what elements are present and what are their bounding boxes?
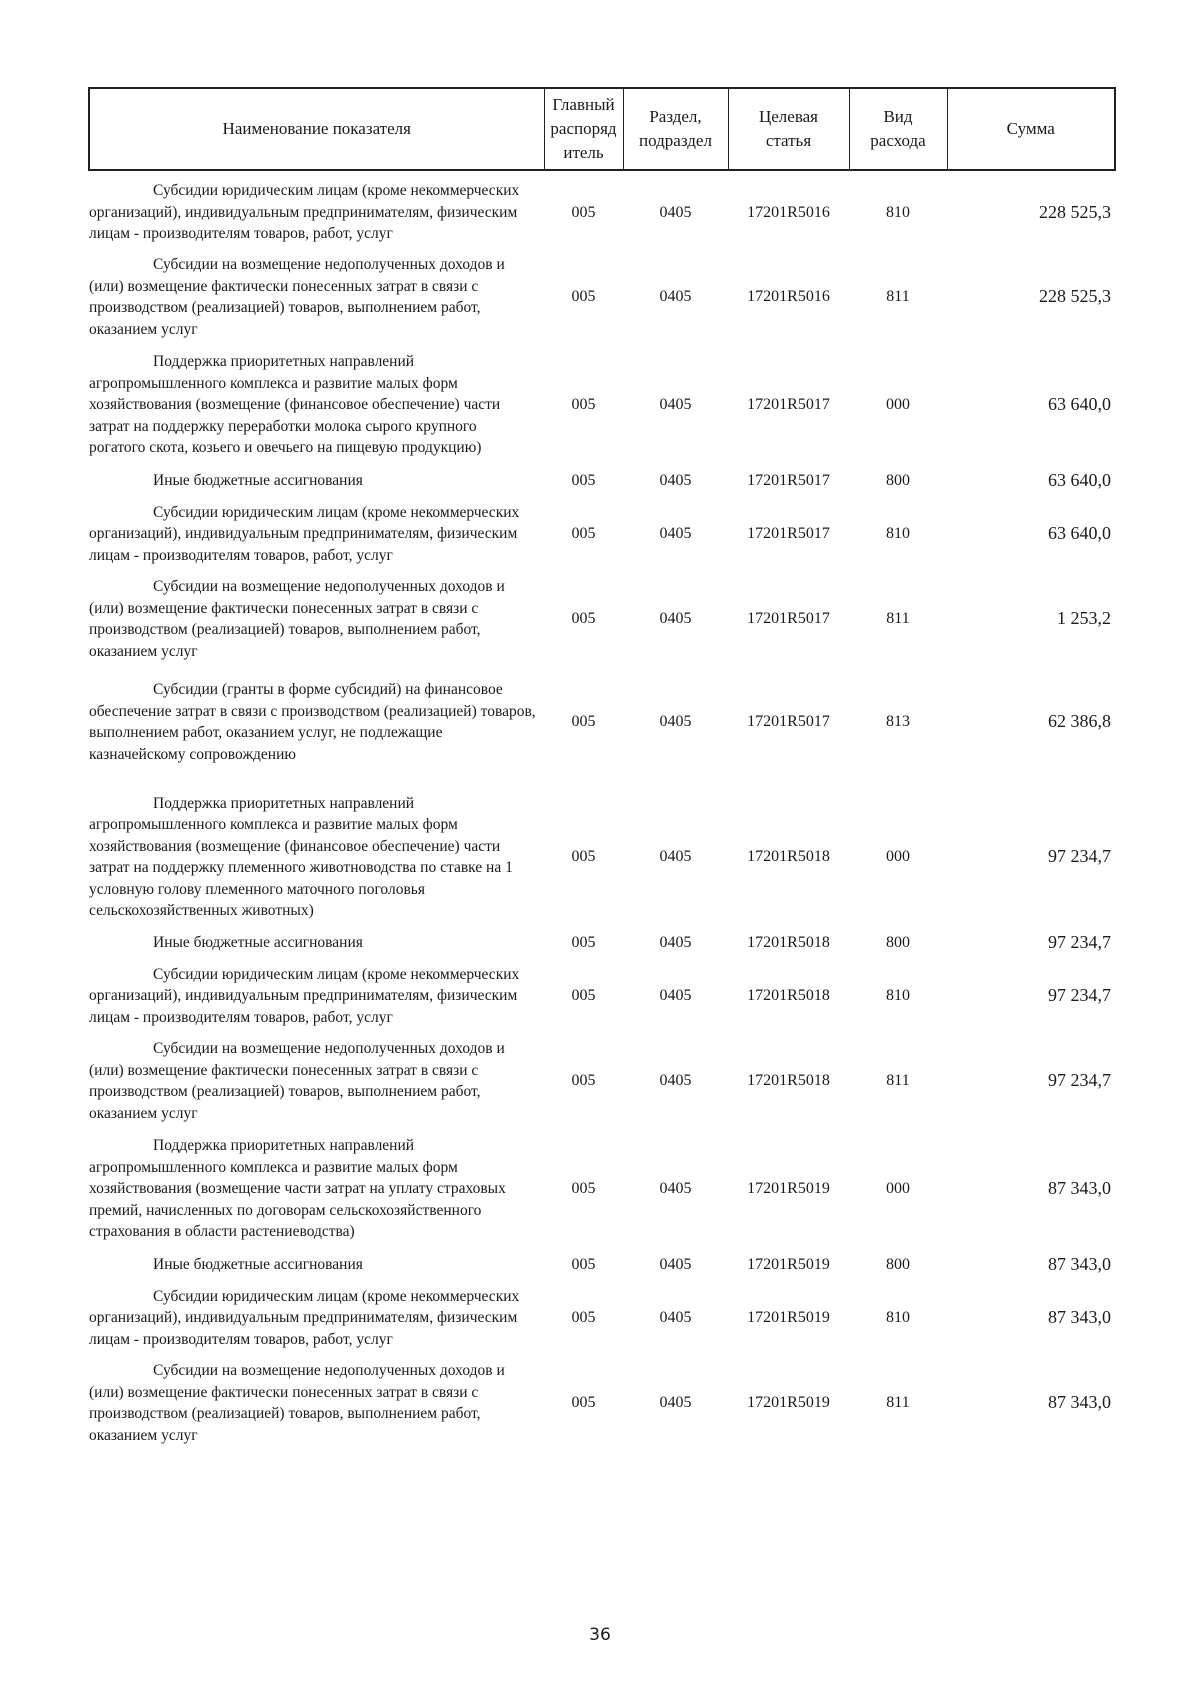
cell-summa: 228 525,3 bbox=[1039, 201, 1111, 222]
table-body bbox=[89, 170, 1115, 1446]
table-header bbox=[89, 88, 1115, 170]
cell-celevaya: 17201R5016 bbox=[747, 203, 830, 221]
header-glavny-line2: распоряд bbox=[550, 119, 617, 138]
table-row bbox=[89, 1038, 1115, 1124]
header-celevaya-line2: статья bbox=[765, 131, 812, 150]
row-name-text: Иные бюджетные ассигнования bbox=[153, 472, 363, 490]
cell-summa: 63 640,0 bbox=[1048, 470, 1111, 491]
cell-vid: 000 bbox=[886, 396, 910, 414]
cell-glavny: 005 bbox=[571, 987, 596, 1005]
cell-summa: 63 640,0 bbox=[1048, 394, 1111, 415]
table-row bbox=[89, 170, 1115, 254]
cell-celevaya: 17201R5018 bbox=[747, 1072, 830, 1090]
cell-glavny: 005 bbox=[571, 1309, 596, 1327]
cell-name bbox=[89, 954, 544, 1038]
cell-vid: 800 bbox=[886, 472, 910, 490]
row-name-text: Субсидии на возмещение недополученных доходов и (или) возмещение фактически понесенных затрат в связи с производством (реализацией) товаров, выполнением работ, оказанием услуг bbox=[89, 1362, 505, 1444]
cell-celevaya: 17201R5019 bbox=[747, 1394, 830, 1412]
header-summa: Сумма bbox=[947, 88, 1115, 170]
cell-summa: 1 253,2 bbox=[1057, 608, 1111, 629]
table-row bbox=[89, 662, 1115, 782]
cell-vid: 811 bbox=[886, 610, 910, 628]
cell-celevaya: 17201R5018 bbox=[747, 987, 830, 1005]
table-row bbox=[89, 470, 1115, 492]
cell-razdel: 0405 bbox=[659, 1256, 692, 1274]
table-row bbox=[89, 1360, 1115, 1446]
cell-name bbox=[89, 932, 544, 954]
cell-vid: 810 bbox=[886, 525, 910, 543]
row-name-text: Поддержка приоритетных направлений агропромышленного комплекса и развитие малых форм хозяйствования (возмещение (финансовое обеспечение) части затрат на поддержку переработки молока сырого крупного рогатого скота, козьего и овечьего на пищевую продукцию) bbox=[89, 353, 501, 457]
cell-glavny: 005 bbox=[571, 396, 596, 414]
cell-celevaya: 17201R5019 bbox=[747, 1256, 830, 1274]
cell-celevaya: 17201R5017 bbox=[747, 472, 830, 490]
cell-name bbox=[89, 340, 544, 470]
cell-name bbox=[89, 492, 544, 576]
cell-vid: 811 bbox=[886, 288, 910, 306]
cell-name bbox=[89, 170, 544, 254]
cell-razdel: 0405 bbox=[659, 1309, 692, 1327]
cell-vid: 800 bbox=[886, 1256, 910, 1274]
budget-table bbox=[88, 87, 1116, 1446]
cell-vid: 810 bbox=[886, 1309, 910, 1327]
row-name-text: Поддержка приоритетных направлений агропромышленного комплекса и развитие малых форм хозяйствования (возмещение части затрат на уплату страховых премий, начисленных по договорам сельскохозяйственного страхования в области растениеводства) bbox=[89, 1137, 506, 1241]
header-glavny bbox=[544, 88, 623, 170]
cell-celevaya: 17201R5017 bbox=[747, 525, 830, 543]
cell-summa: 97 234,7 bbox=[1048, 1070, 1111, 1091]
cell-razdel: 0405 bbox=[659, 848, 692, 866]
cell-razdel: 0405 bbox=[659, 1072, 692, 1090]
cell-name bbox=[89, 1124, 544, 1254]
cell-razdel: 0405 bbox=[659, 987, 692, 1005]
table-row bbox=[89, 576, 1115, 662]
cell-razdel: 0405 bbox=[659, 1180, 692, 1198]
cell-celevaya: 17201R5017 bbox=[747, 610, 830, 628]
cell-summa: 87 343,0 bbox=[1048, 1307, 1111, 1328]
cell-celevaya: 17201R5016 bbox=[747, 288, 830, 306]
cell-summa: 97 234,7 bbox=[1048, 846, 1111, 867]
cell-razdel: 0405 bbox=[659, 610, 692, 628]
table-row bbox=[89, 492, 1115, 576]
cell-razdel: 0405 bbox=[659, 203, 692, 221]
header-glavny-line1: Главный bbox=[552, 95, 615, 114]
cell-vid: 813 bbox=[886, 713, 910, 731]
row-name-text: Поддержка приоритетных направлений агропромышленного комплекса и развитие малых форм хозяйствования (возмещение (финансовое обеспечение) части затрат на поддержку племенного животноводства по ставке на 1 условную голову племенного маточного поголовья сельскохозяйственных животных) bbox=[89, 794, 513, 919]
table-row bbox=[89, 254, 1115, 340]
cell-summa: 87 343,0 bbox=[1048, 1392, 1111, 1413]
cell-celevaya: 17201R5017 bbox=[747, 713, 830, 731]
header-razdel-line1: Раздел, bbox=[649, 107, 702, 126]
cell-celevaya: 17201R5018 bbox=[747, 934, 830, 952]
cell-vid: 810 bbox=[886, 987, 910, 1005]
table-row bbox=[89, 782, 1115, 932]
cell-glavny: 005 bbox=[571, 610, 596, 628]
cell-glavny: 005 bbox=[571, 713, 596, 731]
header-vid bbox=[849, 88, 947, 170]
cell-summa: 62 386,8 bbox=[1048, 711, 1111, 732]
cell-name bbox=[89, 470, 544, 492]
cell-vid: 811 bbox=[886, 1394, 910, 1412]
table-row bbox=[89, 340, 1115, 470]
row-name-text: Субсидии юридическим лицам (кроме некоммерческих организаций), индивидуальным предпринимателям, физическим лицам - производителям товаров, работ, услуг bbox=[89, 503, 520, 564]
cell-glavny: 005 bbox=[571, 1256, 596, 1274]
cell-razdel: 0405 bbox=[659, 472, 692, 490]
cell-glavny: 005 bbox=[571, 1072, 596, 1090]
cell-glavny: 005 bbox=[571, 848, 596, 866]
row-name-text: Субсидии на возмещение недополученных доходов и (или) возмещение фактически понесенных затрат в связи с производством (реализацией) товаров, выполнением работ, оказанием услуг bbox=[89, 256, 505, 338]
cell-celevaya: 17201R5017 bbox=[747, 396, 830, 414]
cell-vid: 811 bbox=[886, 1072, 910, 1090]
cell-razdel: 0405 bbox=[659, 396, 692, 414]
cell-razdel: 0405 bbox=[659, 288, 692, 306]
row-name-text: Субсидии юридическим лицам (кроме некоммерческих организаций), индивидуальным предпринимателям, физическим лицам - производителям товаров, работ, услуг bbox=[89, 965, 520, 1026]
page-number: 36 bbox=[589, 1625, 611, 1645]
header-razdel-line2: подраздел bbox=[639, 131, 712, 150]
cell-name bbox=[89, 576, 544, 662]
table-row bbox=[89, 1276, 1115, 1360]
cell-glavny: 005 bbox=[571, 934, 596, 952]
row-name-text: Субсидии (гранты в форме субсидий) на финансовое обеспечение затрат в связи с производством (реализацией) товаров, выполнением работ, оказанием услуг, не подлежащие казначейскому сопровождению bbox=[89, 681, 536, 763]
row-name-text: Субсидии юридическим лицам (кроме некоммерческих организаций), индивидуальным предпринимателям, физическим лицам - производителям товаров, работ, услуг bbox=[89, 1287, 520, 1348]
cell-glavny: 005 bbox=[571, 472, 596, 490]
header-vid-line1: Вид bbox=[883, 107, 913, 126]
cell-vid: 000 bbox=[886, 848, 910, 866]
cell-name bbox=[89, 1254, 544, 1276]
header-razdel bbox=[623, 88, 728, 170]
cell-vid: 800 bbox=[886, 934, 910, 952]
header-celevaya-line1: Целевая bbox=[758, 107, 819, 126]
cell-vid: 810 bbox=[886, 203, 910, 221]
cell-glavny: 005 bbox=[571, 1180, 596, 1198]
cell-celevaya: 17201R5019 bbox=[747, 1309, 830, 1327]
cell-summa: 63 640,0 bbox=[1048, 523, 1111, 544]
cell-celevaya: 17201R5019 bbox=[747, 1180, 830, 1198]
table-row bbox=[89, 932, 1115, 954]
row-name-text: Иные бюджетные ассигнования bbox=[153, 1256, 363, 1274]
cell-glavny: 005 bbox=[571, 203, 596, 221]
cell-razdel: 0405 bbox=[659, 934, 692, 952]
row-name-text: Иные бюджетные ассигнования bbox=[153, 934, 363, 952]
cell-summa: 87 343,0 bbox=[1048, 1178, 1111, 1199]
cell-razdel: 0405 bbox=[659, 525, 692, 543]
cell-name bbox=[89, 1360, 544, 1446]
cell-glavny: 005 bbox=[571, 1394, 596, 1412]
cell-glavny: 005 bbox=[571, 525, 596, 543]
table-row bbox=[89, 1254, 1115, 1276]
cell-name bbox=[89, 782, 544, 932]
table-row bbox=[89, 954, 1115, 1038]
cell-glavny: 005 bbox=[571, 288, 596, 306]
cell-razdel: 0405 bbox=[659, 713, 692, 731]
header-name: Наименование показателя bbox=[89, 88, 544, 170]
header-glavny-line3: итель bbox=[563, 143, 604, 162]
cell-summa: 97 234,7 bbox=[1048, 985, 1111, 1006]
cell-razdel: 0405 bbox=[659, 1394, 692, 1412]
cell-summa: 228 525,3 bbox=[1039, 286, 1111, 307]
cell-celevaya: 17201R5018 bbox=[747, 848, 830, 866]
row-name-text: Субсидии юридическим лицам (кроме некоммерческих организаций), индивидуальным предпринимателям, физическим лицам - производителям товаров, работ, услуг bbox=[89, 182, 520, 243]
table-row bbox=[89, 1124, 1115, 1254]
cell-summa: 87 343,0 bbox=[1048, 1254, 1111, 1275]
header-celevaya bbox=[728, 88, 849, 170]
header-vid-line2: расхода bbox=[870, 131, 926, 150]
row-name-text: Субсидии на возмещение недополученных доходов и (или) возмещение фактически понесенных затрат в связи с производством (реализацией) товаров, выполнением работ, оказанием услуг bbox=[89, 1040, 505, 1122]
cell-name bbox=[89, 254, 544, 340]
cell-name bbox=[89, 662, 544, 782]
cell-summa: 97 234,7 bbox=[1048, 932, 1111, 953]
row-name-text: Субсидии на возмещение недополученных доходов и (или) возмещение фактически понесенных затрат в связи с производством (реализацией) товаров, выполнением работ, оказанием услуг bbox=[89, 578, 505, 660]
cell-name bbox=[89, 1276, 544, 1360]
cell-name bbox=[89, 1038, 544, 1124]
cell-vid: 000 bbox=[886, 1180, 910, 1198]
